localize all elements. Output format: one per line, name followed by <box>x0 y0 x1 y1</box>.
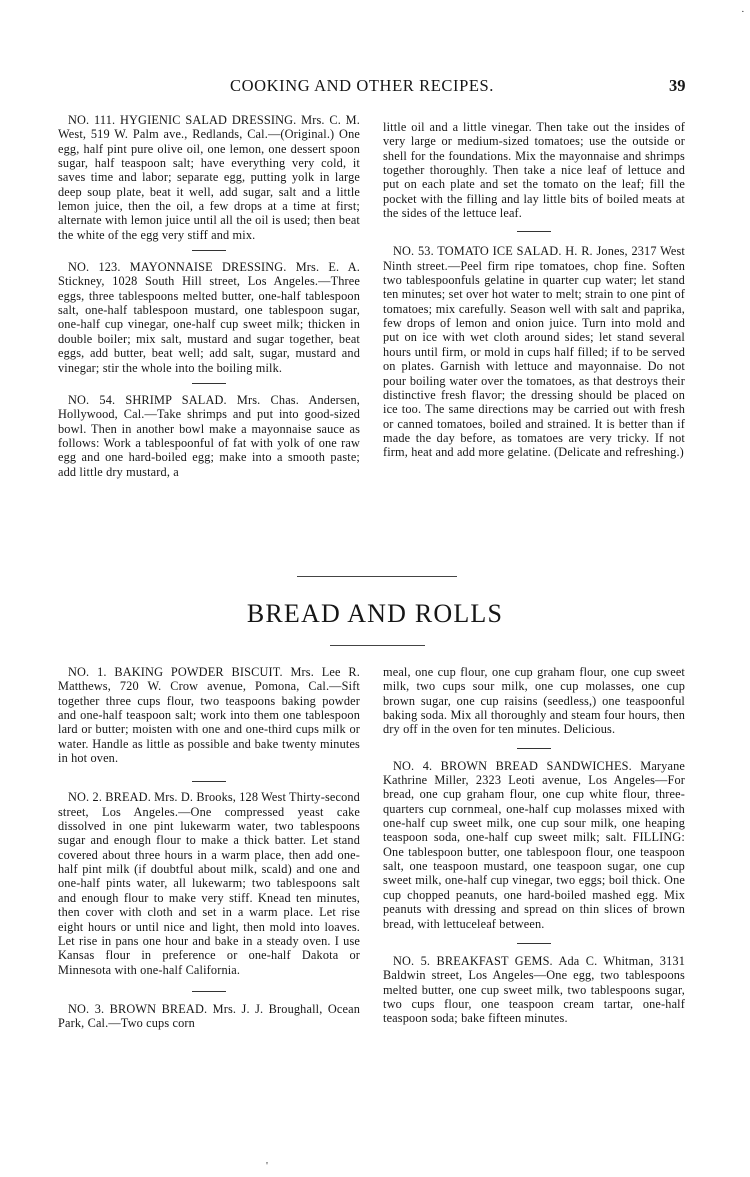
recipe-column-upper-left <box>58 113 360 479</box>
page-edge-mark: ' <box>266 1160 268 1172</box>
recipe-54-shrimp-salad: NO. 54. SHRIMP SALAD. Mrs. Chas. Andersen, Hollywood, Cal.—Take shrimps and put into good-sized bowl. Then in another bowl make a mayonnaise sauce as follows: Work a tablespoonful of fat with yolk of one raw egg and one hard-boiled egg; make into a smooth paste; add little dry mustard, a <box>58 392 360 479</box>
recipe-53-tomato-ice-salad: NO. 53. TOMATO ICE SALAD. H. R. Jones, 2317 West Ninth street.—Peel firm ripe tomatoes, chop fine. Soften two tablespoonfuls gelatine in quarter cup water; let stand ten minutes; set over hot water to melt; strain to one pint of tomatoes; mix carefully. Season well with salt and paprika, few drops of lemon and onion juice. Turn into mold and put on ice with wet cloth around sides; let stand several hours until firm, or mold in cups half filled; if to be served on plates. Garnish with lettuce and mayonnaise. Do not pour boiling water over the tomatoes, as that destroys their distinctive fresh flavor; the dressing should be placed on ice too. The same directions may be carried out with fresh or canned tomatoes, boiled and strained. It is better than if made the day before, as tomatoes are very tricky. If not firm, heat and add more gelatine. (Delicate and refreshing.) <box>383 244 685 460</box>
page-edge-mark: · <box>741 6 745 18</box>
recipe-5-breakfast-gems: NO. 5. BREAKFAST GEMS. Ada C. Whitman, 3131 Baldwin street, Los Angeles—One egg, two tablespoons melted butter, one cup sweet milk, two tablespoons sugar, two cups flour, one teaspoon cream tartar, one-half teaspoon soda; bake fifteen minutes. <box>383 953 685 1026</box>
recipe-123-mayonnaise-dressing: NO. 123. MAYONNAISE DRESSING. Mrs. E. A. Stickney, 1028 South Hill street, Los Angeles.—Three eggs, three tablespoons melted butter, one-half tablespoon salt, one-half tablespoon mustard, one tablespoon sugar, one-half cup vinegar, one-half cup sweet milk; thicken in double boiler; mix salt, mustard and sugar together, beat eggs, add butter, beat well; add salt, sugar, mustard and vinegar; stir the whole into the boiling milk. <box>58 260 360 375</box>
section-title: BREAD AND ROLLS <box>246 599 504 628</box>
recipe-divider <box>517 748 551 749</box>
section-rule-top <box>297 576 457 577</box>
recipe-3-brown-bread: NO. 3. BROWN BREAD. Mrs. J. J. Broughall, Ocean Park, Cal.—Two cups corn <box>58 1001 360 1031</box>
recipe-divider <box>517 943 551 944</box>
page-number: 39 <box>669 76 686 95</box>
running-head: COOKING AND OTHER RECIPES. <box>230 76 495 95</box>
recipe-divider <box>192 781 226 782</box>
recipe-4-brown-bread-sandwiches: NO. 4. BROWN BREAD SANDWICHES. Maryane Kathrine Miller, 2323 Leoti avenue, Los Angeles—For bread, one cup graham flour, one cup white flour, three-quarters cup cornmeal, one-half cup molasses mixed with one-half cup sweet milk, one cup sour milk, one heaping teaspoon soda, one-half cup sweet milk; salt. FILLING: One tablespoon butter, one tablespoon flour, one teaspoon salt, one teaspoon mustard, one teaspoon sugar, one cup sweet milk, one-half cup vinegar, two eggs; boil thick. One cup chopped peanuts, one hard-boiled mashed egg. Mix peanuts with dressing and spread on thin slices of brown bread, with lettuceleaf between. <box>383 758 685 931</box>
recipe-column-upper-right <box>383 120 685 460</box>
recipe-column-lower-left <box>58 665 360 1031</box>
recipe-divider <box>192 991 226 992</box>
recipe-3-brown-bread-continued: meal, one cup flour, one cup graham flour, one cup sweet milk, two cups sour milk, one cup molasses, one cup brown sugar, one cup raisins (seedless,) one teaspoonful baking soda. Mix all thoroughly and steam four hours, then dry off in the oven for ten minutes. Delicious. <box>383 665 685 737</box>
recipe-2-bread: NO. 2. BREAD. Mrs. D. Brooks, 128 West Thirty-second street, Los Angeles.—One compressed yeast cake dissolved in one pint lukewarm water, two tablespoons sugar and enough flour to make a thick batter. Let stand covered about three hours in a warm place, then add one-half pint milk (if doubtful about milk, scald) and one and one-half pints water, all lukewarm; two tablespoons salt and enough flour to make very stiff. Knead ten minutes, then cover with cloth and set in a warm place. Let rise eight hours or until nice and light, then mold into loaves. Let rise in pans one hour and bake in a steady oven. I use Kansas flour in preference or one-half Dakota or Minnesota with one-half California. <box>58 790 360 977</box>
recipe-column-lower-right <box>383 665 685 1026</box>
recipe-1-baking-powder-biscuit: NO. 1. BAKING POWDER BISCUIT. Mrs. Lee R. Matthews, 720 W. Crow avenue, Pomona, Cal.—Sift together three cups flour, two teaspoons baking powder and one-half teaspoon salt; work into them one tablespoon lard or butter; moisten with one and one-third cups milk or water. Handle as little as possible and bake twenty minutes in hot oven. <box>58 665 360 766</box>
recipe-111-hygienic-salad-dressing: NO. 111. HYGIENIC SALAD DRESSING. Mrs. C. M. West, 519 W. Palm ave., Redlands, Cal.—(Original.) One egg, half pint pure olive oil, one lemon, one dessert spoon sugar, half teaspoon salt; have everything very cold, it saves time and labor; separate egg, putting yolk in large deep soup plate, beat it well, add sugar, salt and a little lemon juice, then the oil, a few drops at a time at first; alternate with lemon juice until all the oil is used; then beat the white of the egg very stiff and mix. <box>58 113 360 242</box>
recipe-divider <box>192 383 226 384</box>
section-rule-bottom <box>330 645 425 646</box>
recipe-divider <box>517 231 551 232</box>
recipe-54-shrimp-salad-continued: little oil and a little vinegar. Then take out the insides of very large or medium-sized tomatoes; use the outside or shell for the foundations. Mix the mayonnaise and shrimps together thoroughly. Then take a nice leaf of lettuce and put on each plate and set the tomato on the leaf; fill the pocket with the filling and lay little bits of boiled meats at the sides of the lettuce leaf. <box>383 120 685 221</box>
recipe-divider <box>192 250 226 251</box>
